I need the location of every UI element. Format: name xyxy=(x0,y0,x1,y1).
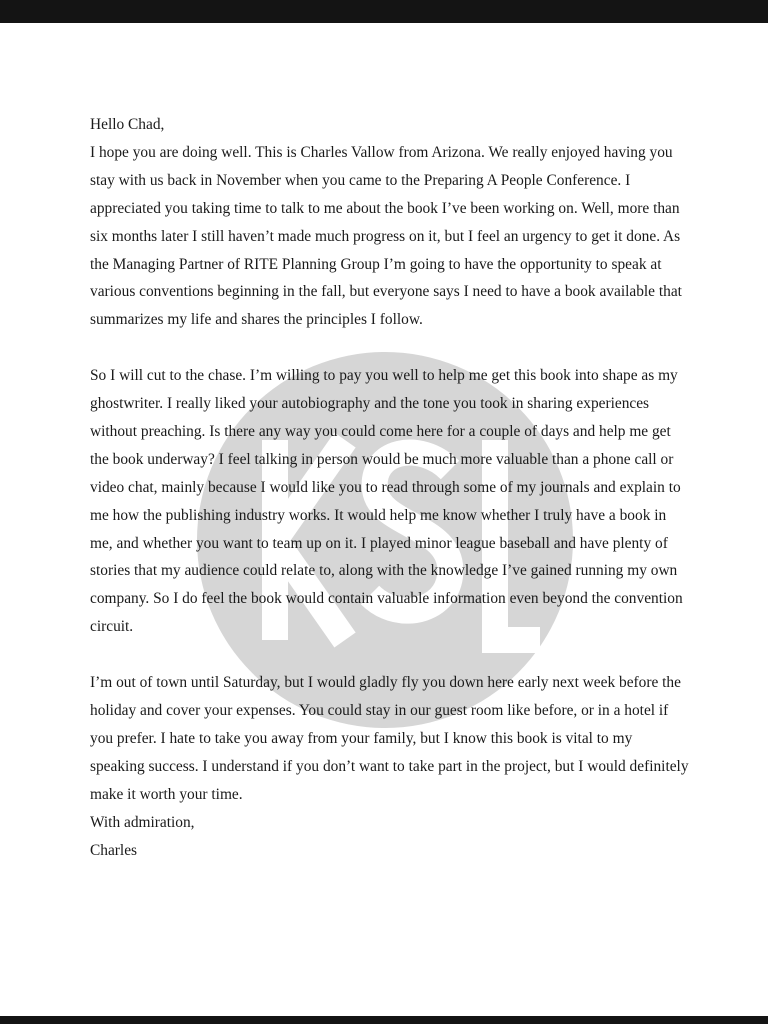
letter-signature: Charles xyxy=(90,841,138,859)
letter-paragraph-2: So I will cut to the chase. I’m willing to pay you well to help me get this book into shape as my ghostwriter. I really liked your autobiography and the tone you took in sharing experiences without preaching. Is there any way you could come here for a couple of days and help me get the book underway? I feel talking in person would be much more valuable than a phone call or video chat, mainly because I would like you to read through some of my journals and explain to me how the publishing industry works. It would help me know whether I truly have a book in me, and whether you want to team up on it. I played minor league baseball and have plenty of stories that my audience could relate to, along with the knowledge I’ve gained running my own company. So I do feel the book would contain valuable information even beyond the convention circuit. xyxy=(90,367,683,636)
letter-page xyxy=(0,23,768,1016)
top-black-bar xyxy=(0,0,768,23)
letter-greeting: Hello Chad, xyxy=(90,116,165,133)
letter-closing: With admiration, xyxy=(90,813,195,831)
letter-paragraph-3: I’m out of town until Saturday, but I would gladly fly you down here early next week before the holiday and cover your expenses. You could stay in our guest room like before, or in a hotel if you prefer. I hate to take you away from your family, but I know this book is vital to my speaking success. I understand if you don’t want to take part in the project, but I would definitely make it worth your time. xyxy=(90,674,689,803)
letter-body xyxy=(90,111,690,864)
letter-paragraph-1: I hope you are doing well. This is Charles Vallow from Arizona. We really enjoyed having you stay with us back in November when you came to the Preparing A People Conference. I appreciated you taking time to talk to me about the book I’ve been working on. Well, more than six months later I still haven’t made much progress on it, but I feel an urgency to get it done. As the Managing Partner of RITE Planning Group I’m going to have the opportunity to speak at various conventions beginning in the fall, but everyone says I need to have a book available that summarizes my life and shares the principles I follow. xyxy=(90,143,682,329)
bottom-black-bar xyxy=(0,1016,768,1024)
